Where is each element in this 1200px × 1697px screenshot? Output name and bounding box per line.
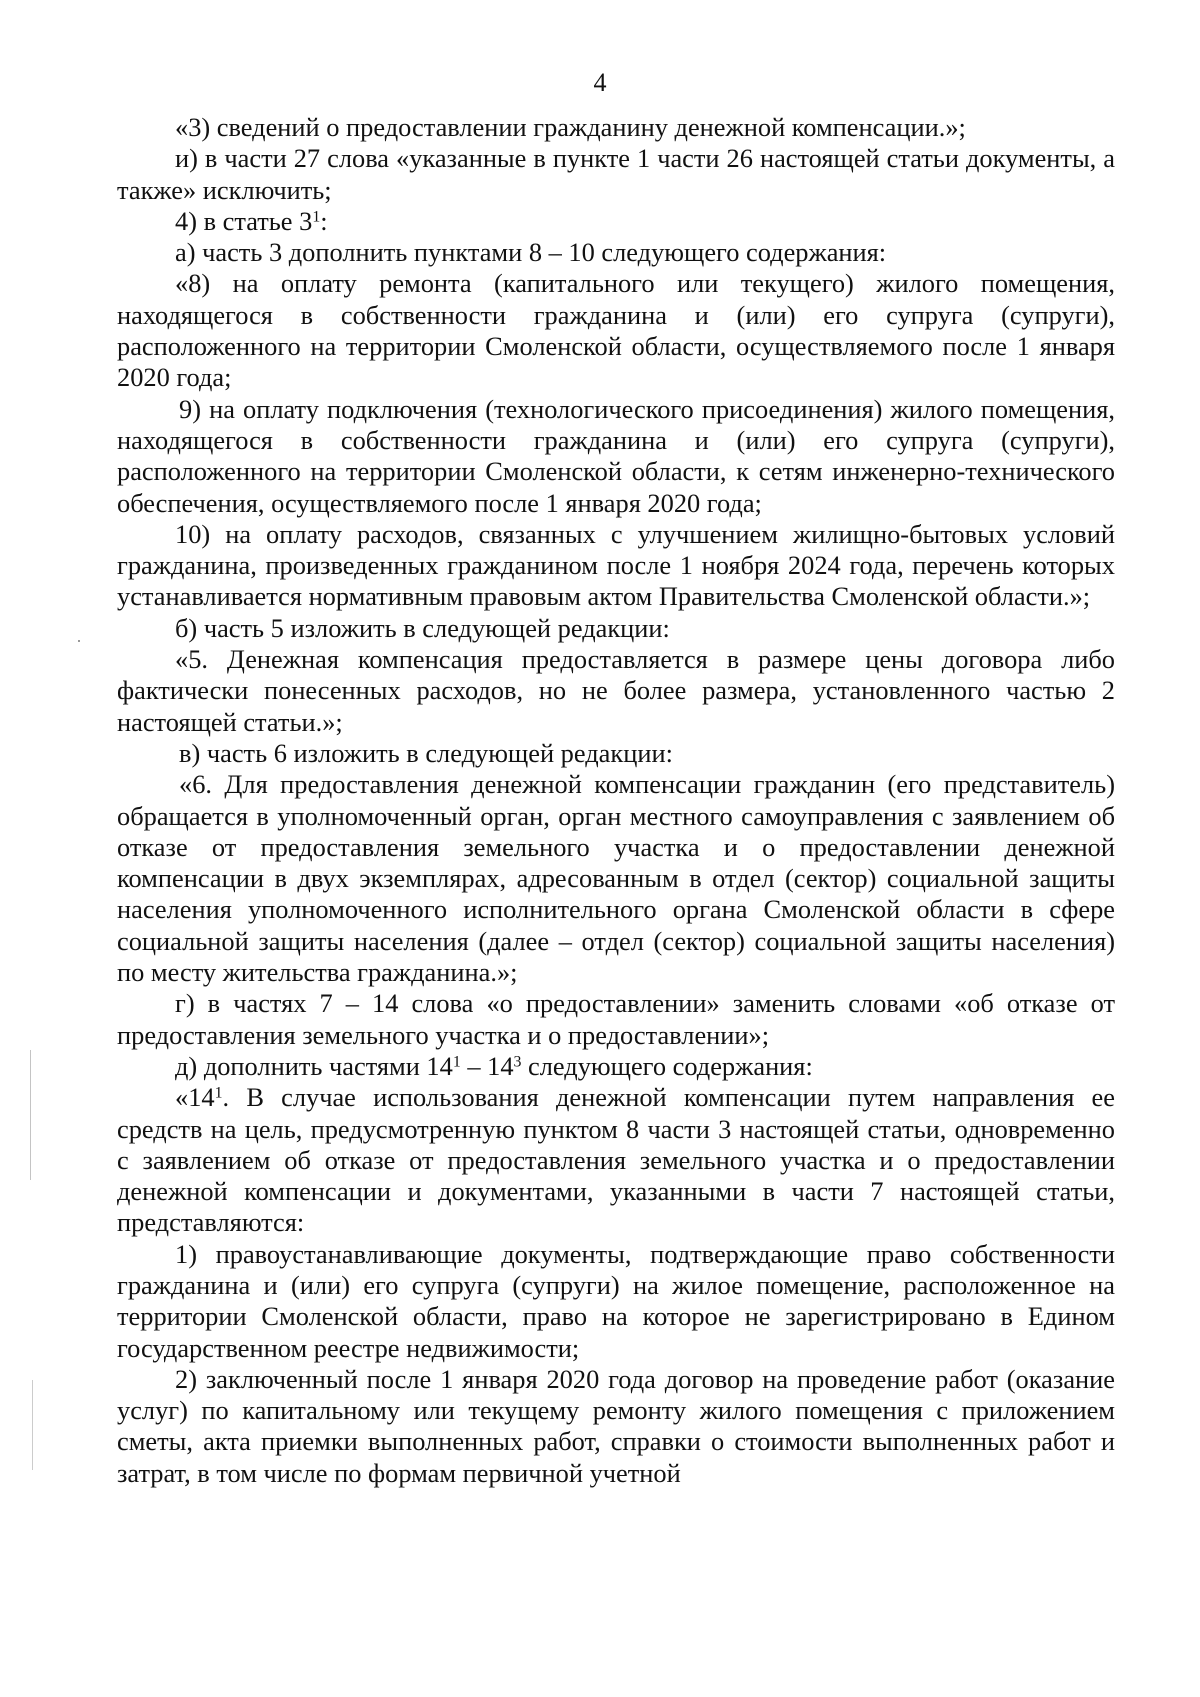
document-body <box>117 112 1115 1489</box>
paragraph-text: – 14 <box>460 1050 514 1081</box>
superscript: 1 <box>452 1053 461 1071</box>
paragraph: 10) на оплату расходов, связанных с улучшением жилищно-бытовых условий гражданина, произведенных гражданином после 1 ноября 2024 года, перечень которых устанавливается нормативным правовым актом Правительства Смоленской области.»; <box>117 518 1115 612</box>
paragraph: г) в частях 7 – 14 слова «о предоставлении» заменить словами «об отказе от предоставления земельного участка и о предоставлении»; <box>117 988 1115 1050</box>
paragraph-text: . В случае использования денежной компенсации путем направления ее средств на цель, предусмотренную пунктом 8 части 3 настоящей статьи, одновременно с заявлением об отказе от предоставления земельного участка и о предоставлении денежной компенсации и документами, указанными в части 7 настоящей статьи, представляются: <box>117 1082 1115 1238</box>
paragraph: 2) заключенный после 1 января 2020 года договор на проведение работ (оказание услуг) по капитальному или текущему ремонту жилого помещения с приложением сметы, акта приемки выполненных работ, справки о стоимости выполненных работ и затрат, в том числе по формам первичной учетной <box>117 1363 1115 1488</box>
paragraph: «3) сведений о предоставлении гражданину денежной компенсации.»; <box>175 112 966 142</box>
paragraph <box>117 206 1115 237</box>
paragraph: 9) на оплату подключения (технологического присоединения) жилого помещения, находящегося в собственности гражданина и (или) его супруга (супруги), расположенного на территории Смоленской области, к сетям инженерно-технического обеспечения, осуществляемого после 1 января 2020 года; <box>117 393 1115 518</box>
scan-mark <box>32 1380 33 1470</box>
paragraph: б) часть 5 изложить в следующей редакции: <box>175 612 670 643</box>
paragraph-text: «14 <box>175 1082 215 1113</box>
paragraph-text: следующего содержания: <box>521 1050 813 1081</box>
scan-mark <box>30 1050 31 1180</box>
paragraph: 1) правоустанавливающие документы, подтверждающие право собственности гражданина и (или) его супруга (супруги) на жилое помещение, расположенное на территории Смоленской области, право на которое не зарегистрировано в Едином государственном реестре недвижимости; <box>117 1238 1115 1363</box>
paragraph: и) в части 27 слова «указанные в пункте 1 части 26 настоящей статьи документы, а также» исключить; <box>117 143 1115 205</box>
paragraph-text: : <box>320 205 328 236</box>
paragraph-text: 4) в статье 3 <box>175 205 313 236</box>
paragraph: «8) на оплату ремонта (капитального или текущего) жилого помещения, находящегося в собственности гражданина и (или) его супруга (супруги), расположенного на территории Смоленской области, осуществляемого после 1 января 2020 года; <box>117 268 1115 393</box>
scan-mark <box>78 640 80 642</box>
paragraph: «5. Денежная компенсация предоставляется в размере цены договора либо фактически понесенных расходов, но не более размера, установленного частью 2 настоящей статьи.»; <box>117 644 1115 737</box>
paragraph <box>117 1051 1115 1082</box>
paragraph-text: д) дополнить частями 14 <box>175 1050 453 1081</box>
paragraph: «6. Для предоставления денежной компенсации гражданин (его представитель) обращается в уполномоченный орган, орган местного самоуправления с заявлением об отказе от предоставления земельного участка и о предоставлении денежной компенсации в двух экземплярах, адресованным в отдел (сектор) социальной защиты населения уполномоченного исполнительного органа Смоленской области в сфере социальной защиты населения (далее – отдел (сектор) социальной защиты населения) по месту жительства гражданина.»; <box>117 769 1115 988</box>
paragraph <box>117 1082 1115 1238</box>
superscript: 3 <box>513 1053 522 1071</box>
paragraph: а) часть 3 дополнить пунктами 8 – 10 следующего содержания: <box>175 237 887 268</box>
paragraph: в) часть 6 изложить в следующей редакции: <box>179 737 673 768</box>
superscript: 1 <box>214 1084 223 1102</box>
superscript: 1 <box>312 208 321 226</box>
page-number: 4 <box>593 68 607 97</box>
